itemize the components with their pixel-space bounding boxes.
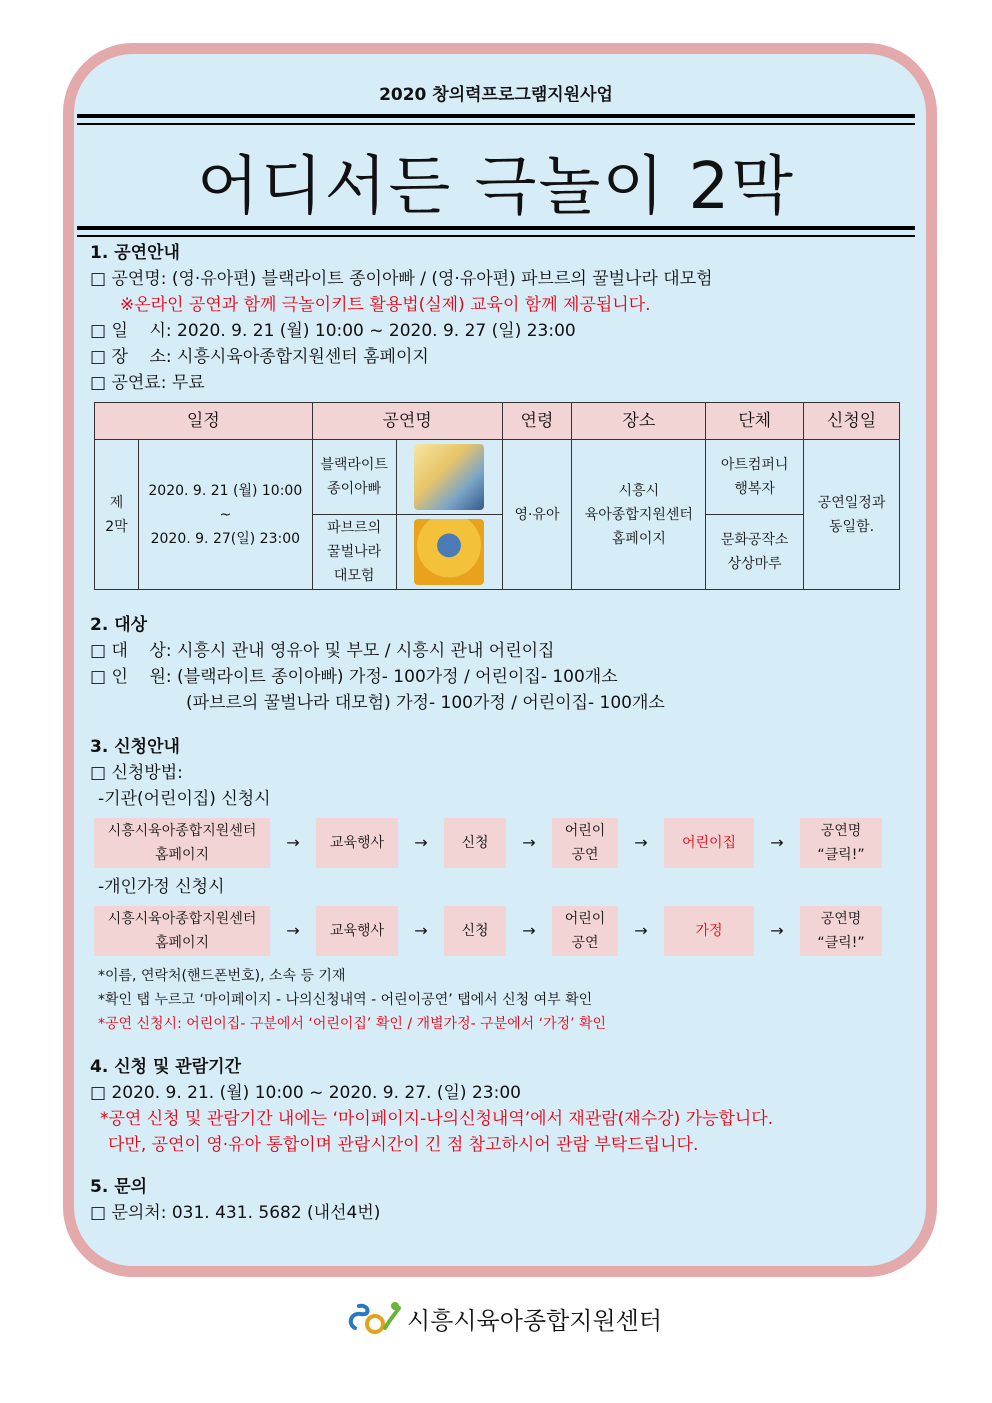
cell-apply: 공연일정과 동일함. [804,440,900,590]
section2-heading: 2. 대상 [90,615,148,635]
contact-line: □ 문의처: 031. 431. 5682 (내선4번) [90,1203,381,1223]
arrow-icon: → [634,833,648,852]
apply-note-1: *이름, 연락처(핸드폰번호), 소속 등 기재 [98,968,346,984]
flow-org-step-4: 어린이 공연 [552,818,618,868]
flow-personal-step-6: 공연명 “클릭!” [800,906,882,956]
footer-org-name: 시흥시육아종합지원센터 [407,1306,663,1335]
flow-org-step-6: 공연명 “클릭!” [800,818,882,868]
title-rule-top-2 [77,123,915,125]
cell-poster2 [396,515,502,590]
document-content [90,240,910,1226]
flow-personal-step-2: 교육행사 [316,906,398,956]
arrow-icon: → [522,833,536,852]
flow-org-step-1: 시흥시육아종합지원센터 홈페이지 [94,818,270,868]
apply-note-2: *확인 탭 누르고 ‘마이페이지 - 나의신청내역 - 어린이공연’ 탭에서 신청 여부 확인 [98,992,593,1008]
header-apply: 신청일 [804,403,900,440]
flow-org [94,818,910,868]
flow-personal [94,906,910,956]
info-show-name: □ 공연명: (영·유아편) 블랙라이트 종이아빠 / (영·유아편) 파브르의 꿀벌나라 대모험 [90,269,713,289]
footer-logo [345,1298,662,1338]
table-row [95,440,900,515]
main-title: 어디서든 극놀이 2막 [197,150,795,224]
cell-age: 영·유아 [502,440,572,590]
arrow-icon: → [770,833,784,852]
flow-org-step-5: 어린이집 [664,818,754,868]
people-line-1: □ 인 원: (블랙라이트 종이아빠) 가정- 100가정 / 어린이집- 100개소 [90,667,618,687]
flow-personal-step-3: 신청 [444,906,506,956]
section1-heading: 1. 공연안내 [90,243,180,263]
arrow-icon: → [414,833,428,852]
header-place: 장소 [572,403,706,440]
poster-image-1 [414,444,484,510]
info-place: □ 장 소: 시흥시육아종합지원센터 홈페이지 [90,347,429,367]
date-start: 2020. 9. 21 (월) 10:00 [148,482,303,499]
cell-show2: 파브르의 꿀벌나라 대모험 [312,515,396,590]
section5-heading: 5. 문의 [90,1177,148,1197]
schedule-table [94,402,900,590]
program-subtitle: 2020 창의력프로그램지원사업 [379,85,613,105]
poster-image-2 [414,519,484,585]
info-datetime: □ 일 시: 2020. 9. 21 (월) 10:00 ~ 2020. 9. 27 (일) 23:00 [90,321,576,341]
arrow-icon: → [770,921,784,940]
cell-dates [138,440,312,590]
center-logo-icon [345,1298,401,1338]
header-group: 단체 [706,403,804,440]
section3-heading: 3. 신청안내 [90,737,180,757]
flow-org-step-2: 교육행사 [316,818,398,868]
date-end: 2020. 9. 27(일) 23:00 [150,530,301,547]
title-rule-bottom-1 [77,226,915,230]
header-age: 연령 [502,403,572,440]
period-line: □ 2020. 9. 21. (월) 10:00 ~ 2020. 9. 27. (일) 23:00 [90,1083,521,1103]
online-note: ※온라인 공연과 함께 극놀이키트 활용법(실제) 교육이 함께 제공됩니다. [120,295,651,315]
flow-personal-step-4: 어린이 공연 [552,906,618,956]
arrow-icon: → [286,833,300,852]
arrow-icon: → [286,921,300,940]
org-apply-label: -기관(어린이집) 신청시 [98,789,271,809]
cell-round: 제 2막 [95,440,139,590]
header-schedule: 일정 [95,403,313,440]
info-fee: □ 공연료: 무료 [90,373,205,393]
table-header-row [95,403,900,440]
flow-org-step-3: 신청 [444,818,506,868]
viewing-note: 다만, 공연이 영·유아 통합이며 관람시간이 긴 점 참고하시어 관람 부탁드립니다. [108,1135,699,1155]
target-line: □ 대 상: 시흥시 관내 영유아 및 부모 / 시흥시 관내 어린이집 [90,641,555,661]
flow-personal-step-1: 시흥시육아종합지원센터 홈페이지 [94,906,270,956]
section4-heading: 4. 신청 및 관람기간 [90,1057,241,1077]
arrow-icon: → [522,921,536,940]
apply-note-red: *공연 신청시: 어린이집- 구분에서 ‘어린이집’ 확인 / 개별가정- 구분에서 ‘가정’ 확인 [98,1016,607,1032]
arrow-icon: → [634,921,648,940]
date-sep: ~ [219,506,232,523]
cell-show1: 블랙라이트 종이아빠 [312,440,396,515]
cell-place: 시흥시 육아종합지원센터 홈페이지 [572,440,706,590]
people-line-2: (파브르의 꿀벌나라 대모험) 가정- 100가정 / 어린이집- 100개소 [186,693,665,713]
arrow-icon: → [414,921,428,940]
title-rule-top-1 [77,114,915,118]
cell-group2: 문화공작소 상상마루 [706,515,804,590]
rewatch-note: *공연 신청 및 관람기간 내에는 ‘마이페이지-나의신청내역’에서 재관람(재수강) 가능합니다. [100,1109,774,1129]
method-line: □ 신청방법: [90,763,183,783]
header-show: 공연명 [312,403,502,440]
title-rule-bottom-2 [77,235,915,237]
cell-group1: 아트컴퍼니 행복자 [706,440,804,515]
personal-apply-label: -개인가정 신청시 [98,877,225,897]
cell-poster1 [396,440,502,515]
flow-personal-step-5: 가정 [664,906,754,956]
